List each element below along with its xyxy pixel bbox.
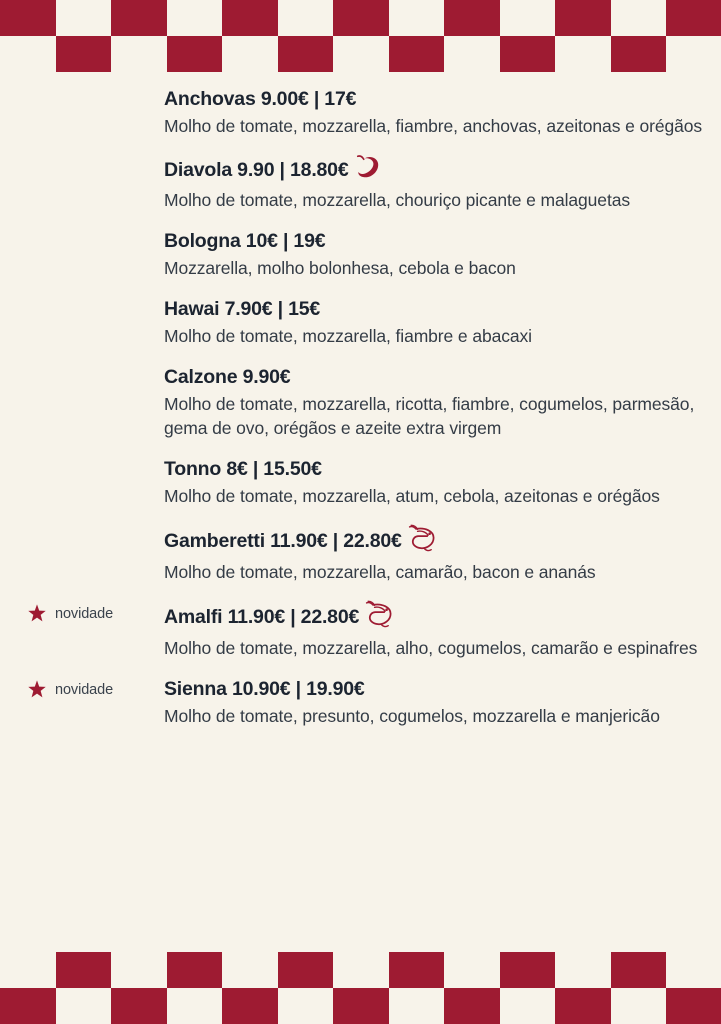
menu-item-name: Sienna 10.90€ | 19.90€ xyxy=(164,678,365,701)
menu-item xyxy=(55,678,721,728)
menu-item xyxy=(164,526,721,584)
menu-item-description: Molho de tomate, mozzarella, fiambre e abacaxi xyxy=(164,325,532,346)
menu-item-description: Molho de tomate, mozzarella, fiambre, anchovas, azeitonas e orégãos xyxy=(164,115,703,136)
pizza-menu-list xyxy=(0,88,721,948)
menu-item-title-row xyxy=(164,298,721,324)
menu-item-description: Molho de tomate, mozzarella, alho, cogumelos, camarão e espinafres xyxy=(164,638,698,659)
menu-item-title-row xyxy=(164,526,721,560)
menu-item-name: Hawai 7.90€ | 15€ xyxy=(164,297,320,320)
shrimp-icon xyxy=(408,524,440,558)
menu-item-title-row xyxy=(164,88,721,114)
checker-square xyxy=(444,0,500,72)
checker-square xyxy=(555,0,611,72)
checker-square xyxy=(222,952,278,1024)
menu-item xyxy=(164,298,721,348)
checker-square xyxy=(278,952,334,1024)
checker-square xyxy=(111,952,167,1024)
menu-item-name: Gamberetti 11.90€ | 22.80€ xyxy=(164,530,402,552)
checker-square xyxy=(0,952,56,1024)
checkerboard-border-bottom xyxy=(0,952,721,1024)
menu-item-description: Molho de tomate, mozzarella, camarão, bacon e ananás xyxy=(164,561,596,582)
checker-square xyxy=(167,0,223,72)
checker-square xyxy=(500,0,556,72)
menu-item-description: Molho de tomate, mozzarella, chouriço picante e malaguetas xyxy=(164,189,630,210)
menu-item xyxy=(164,366,721,440)
checker-square xyxy=(444,952,500,1024)
menu-item xyxy=(164,230,721,280)
menu-item-description: Molho de tomate, mozzarella, ricotta, fiambre, cogumelos, parmesão, gema de ovo, orégãos e azeite extra virgem xyxy=(164,393,695,438)
checker-square xyxy=(389,0,445,72)
checker-square xyxy=(500,952,556,1024)
menu-item-name: Tonno 8€ | 15.50€ xyxy=(164,457,322,480)
checker-square xyxy=(666,952,721,1024)
menu-item-title-row xyxy=(164,602,721,636)
menu-item-title-row xyxy=(164,230,721,256)
checkerboard-border-top xyxy=(0,0,721,72)
novidade-badge xyxy=(26,603,113,625)
novidade-badge-label: novidade xyxy=(55,606,114,623)
checker-square xyxy=(278,0,334,72)
menu-item xyxy=(164,458,721,508)
checker-square xyxy=(555,952,611,1024)
menu-item-name: Diavola 9.90 | 18.80€ xyxy=(164,159,349,182)
novidade-badge xyxy=(26,679,113,701)
star-icon xyxy=(26,679,48,701)
shrimp-icon xyxy=(365,600,397,634)
menu-item xyxy=(55,602,721,660)
menu-item-description: Molho de tomate, mozzarella, atum, cebola, azeitonas e orégãos xyxy=(164,485,660,506)
checker-square xyxy=(222,0,278,72)
checker-square xyxy=(0,0,56,72)
checker-square xyxy=(333,952,389,1024)
checker-square xyxy=(333,0,389,72)
chili-pepper-icon xyxy=(354,154,384,186)
menu-item-name: Amalfi 11.90€ | 22.80€ xyxy=(164,606,360,629)
checker-square xyxy=(111,0,167,72)
checker-square xyxy=(611,952,667,1024)
menu-item-title-row xyxy=(164,678,721,704)
menu-item-description: Mozzarella, molho bolonhesa, cebola e bacon xyxy=(164,257,516,278)
checker-square xyxy=(56,0,112,72)
checker-square xyxy=(666,0,721,72)
menu-item xyxy=(164,88,721,138)
novidade-badge-label: novidade xyxy=(55,682,114,699)
menu-item-name: Anchovas 9.00€ | 17€ xyxy=(164,88,357,110)
menu-item-name: Calzone 9.90€ xyxy=(164,365,291,388)
menu-item xyxy=(164,156,721,212)
checker-square xyxy=(611,0,667,72)
star-icon xyxy=(26,603,48,625)
menu-item-title-row xyxy=(164,366,721,392)
checker-square xyxy=(389,952,445,1024)
checker-square xyxy=(56,952,112,1024)
menu-item-title-row xyxy=(164,156,721,188)
menu-item-name: Bologna 10€ | 19€ xyxy=(164,230,326,253)
menu-item-description: Molho de tomate, presunto, cogumelos, mozzarella e manjericão xyxy=(164,705,660,726)
menu-item-title-row xyxy=(164,458,721,484)
checker-square xyxy=(167,952,223,1024)
